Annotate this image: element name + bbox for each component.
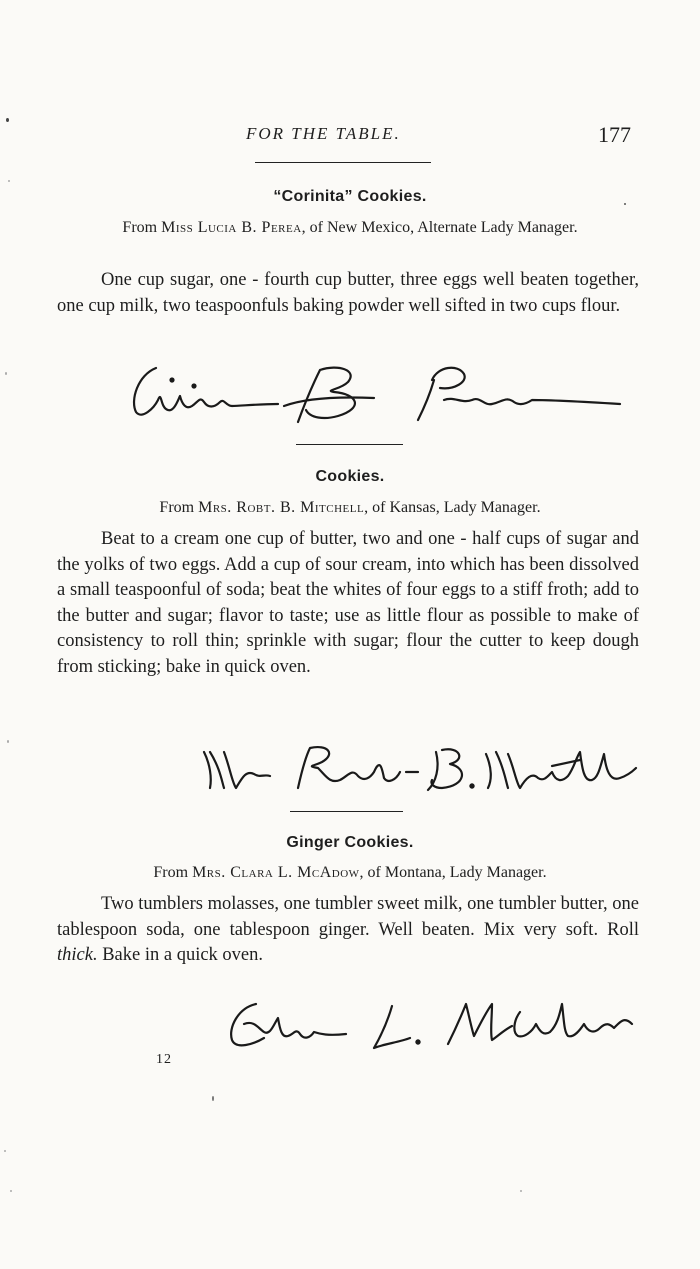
scan-speck: [4, 1150, 6, 1152]
recipe-body: Two tumblers molasses, one tumbler sweet milk, one tumbler butter, one tablespoon soda, one tablespoon ginger. Well beaten. Mix very soft. Roll thick. Bake in a quick oven.: [57, 894, 639, 965]
scan-speck: [6, 118, 9, 122]
recipe-attribution: From Mrs. Robt. B. Mitchell, of Kansas, Lady Manager.: [159, 499, 541, 516]
scan-speck: [5, 372, 7, 375]
printer-signature-mark: 12: [156, 1052, 172, 1067]
running-title: FOR THE TABLE.: [246, 124, 401, 143]
handwritten-signature: [224, 994, 644, 1054]
contributor-name: Miss Lucia B. Perea: [161, 219, 302, 236]
recipe-attribution: From Mrs. Clara L. McAdow, of Montana, Lady Manager.: [153, 864, 547, 881]
scan-speck: [212, 1096, 214, 1101]
scan-speck: [624, 203, 626, 205]
scan-speck: [7, 740, 9, 743]
recipe-title: “Corinita” Cookies.: [273, 188, 427, 205]
header-rule: [255, 162, 431, 163]
section-divider: [296, 444, 403, 445]
scan-speck: [520, 1190, 522, 1192]
handwritten-signature: [196, 738, 646, 798]
recipe-attribution: From Miss Lucia B. Perea, of New Mexico, Alternate Lady Manager.: [122, 219, 578, 236]
contributor-name: Mrs. Clara L. McAdow: [192, 864, 360, 881]
recipe-body: Beat to a cream one cup of butter, two and one - half cups of sugar and the yolks of two eggs. Add a cup of sour cream, into which has been dissolved a small teaspoonful of soda; beat the whites of four eggs to a stiff froth; add to the butter and sugar; flavor to taste; use as little flour as possible to make of consistency to roll thin; sprinkle with sugar; flour the cutter to keep dough from sticking; bake in quick oven.: [57, 529, 639, 677]
recipe-title: Ginger Cookies.: [286, 834, 414, 851]
running-head: [0, 120, 700, 150]
recipe-body: One cup sugar, one - fourth cup butter, three eggs well beaten together, one cup milk, two teaspoonfuls baking powder well sifted in two cups flour.: [57, 270, 639, 316]
contributor-name: Mrs. Robt. B. Mitchell: [198, 499, 365, 516]
emphasis-text: thick.: [57, 945, 98, 965]
scan-speck: [10, 1190, 12, 1192]
scan-speck: [8, 180, 10, 182]
recipe-title: Cookies.: [315, 468, 385, 485]
section-divider: [290, 811, 403, 812]
page-number: 177: [598, 122, 631, 147]
handwritten-signature: [128, 360, 638, 430]
